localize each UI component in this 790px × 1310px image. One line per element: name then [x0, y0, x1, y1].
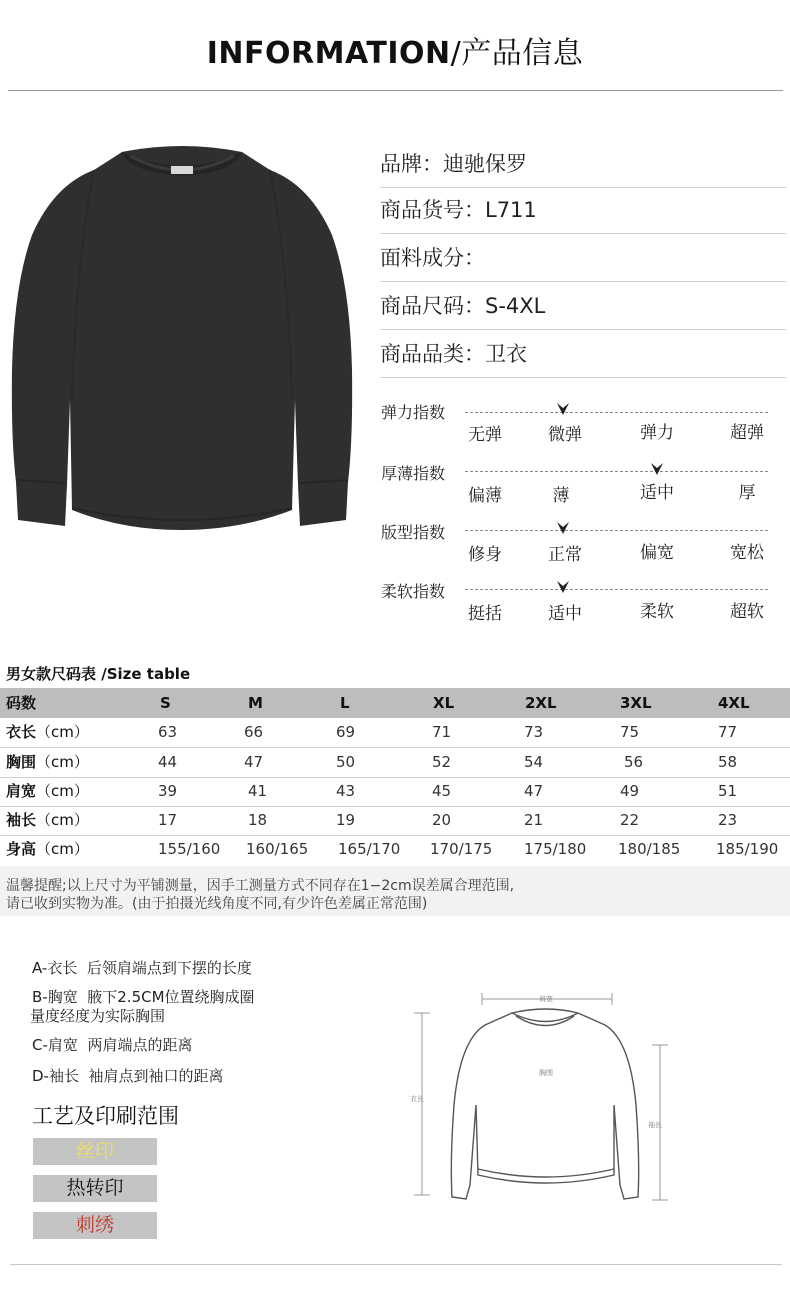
header-cell: L: [340, 694, 350, 712]
table-cell: 20: [432, 811, 452, 829]
row-unit: （cm）: [36, 782, 89, 800]
def-text: 袖肩点到袖口的距离: [88, 1067, 224, 1085]
index-option: 偏宽: [640, 543, 674, 563]
def-key: A-衣长: [32, 959, 78, 977]
row-unit: （cm）: [36, 811, 89, 829]
table-cell: 18: [248, 811, 268, 829]
table-cell: 21: [524, 811, 544, 829]
measurement-diagram: [400, 985, 680, 1225]
index-option: 柔软: [640, 602, 674, 622]
info-brand: 品牌：迪驰保罗: [380, 141, 786, 188]
table-cell: 71: [432, 723, 452, 741]
table-cell: 58: [718, 753, 738, 771]
header-cell: S: [160, 694, 171, 712]
craft-silkscreen: 丝印: [33, 1138, 157, 1165]
table-cell: 52: [432, 753, 452, 771]
diagram-label-shoulder: 肩宽: [539, 995, 553, 1003]
table-cell: 47: [244, 753, 264, 771]
def-key: B-胸宽: [32, 988, 78, 1006]
def-text: 腋下2.5CM位置绕胸成圈: [87, 988, 255, 1006]
table-cell: 19: [336, 811, 356, 829]
table-cell: 66: [244, 723, 264, 741]
table-row: [0, 748, 790, 778]
index-option: 薄: [552, 486, 570, 506]
def-text: 后领肩端点到下摆的长度: [86, 959, 252, 977]
header-cell: 3XL: [620, 694, 652, 712]
page-title: [0, 28, 790, 72]
header-divider: [8, 90, 783, 91]
table-cell: 185/190: [716, 840, 779, 858]
info-category: 商品品类：卫衣: [380, 331, 786, 378]
def-text: 两肩端点的距离: [87, 1036, 193, 1054]
header-cell: 4XL: [718, 694, 750, 712]
table-cell: 160/165: [246, 840, 309, 858]
table-cell: 75: [620, 723, 640, 741]
table-cell: 50: [336, 753, 356, 771]
table-row: [0, 835, 790, 864]
table-cell: 155/160: [158, 840, 221, 858]
row-unit: （cm）: [36, 840, 89, 858]
table-cell: 51: [718, 782, 738, 800]
selected-marker-icon: [556, 521, 570, 535]
selected-marker-icon: [556, 580, 570, 594]
table-cell: 39: [158, 782, 178, 800]
row-name: 衣长: [6, 723, 37, 741]
def-sleeve: [32, 1065, 224, 1086]
table-cell: 73: [524, 723, 544, 741]
row-name: 胸围: [6, 753, 37, 771]
row-unit: （cm）: [36, 723, 89, 741]
table-cell: 56: [624, 753, 644, 771]
craft-title: 工艺及印刷范围: [32, 1104, 179, 1128]
table-cell: 47: [524, 782, 544, 800]
table-cell: 44: [158, 753, 178, 771]
table-cell: 69: [336, 723, 356, 741]
def-key: D-袖长: [32, 1067, 79, 1085]
def-key: C-肩宽: [32, 1036, 78, 1054]
table-cell: 22: [620, 811, 640, 829]
index-scale-line: [465, 530, 768, 531]
table-cell: 54: [524, 753, 544, 771]
table-cell: 175/180: [524, 840, 587, 858]
def-shoulder: [32, 1034, 192, 1055]
size-note-line2: 请已收到实物为准。(由于拍摄光线角度不同,有少许色差属正常范围): [6, 896, 428, 912]
index-label-elasticity: 弹力指数: [381, 403, 446, 422]
index-scale-line: [465, 412, 768, 413]
info-size: 商品尺码：S-4XL: [380, 283, 786, 330]
size-note-line1: 温馨提醒;以上尺寸为平铺测量，因手工测量方式不同存在1−2cm误差属合理范围,: [6, 878, 515, 894]
row-unit: （cm）: [36, 753, 89, 771]
table-cell: 23: [718, 811, 738, 829]
table-cell: 49: [620, 782, 640, 800]
index-scale-line: [465, 471, 768, 472]
title-cn: /产品信息: [450, 36, 584, 71]
index-option: 宽松: [730, 543, 764, 563]
size-table-title: 男女款尺码表 /Size table: [6, 665, 191, 683]
index-option: 超弹: [730, 423, 764, 443]
diagram-label-sleeve: 袖长: [648, 1121, 662, 1129]
index-option: 超软: [730, 602, 764, 622]
index-option: 挺括: [468, 604, 502, 624]
index-option: 正常: [548, 545, 582, 565]
table-row: [0, 777, 790, 807]
index-option: 厚: [738, 483, 756, 503]
title-en: INFORMATION: [206, 36, 451, 71]
footer-divider: [10, 1264, 782, 1265]
product-image: [10, 140, 355, 532]
def-length: [32, 957, 252, 978]
table-cell: 41: [248, 782, 268, 800]
craft-embroidery: 刺绣: [33, 1212, 157, 1239]
table-cell: 45: [432, 782, 452, 800]
row-name: 肩宽: [6, 782, 37, 800]
row-name: 袖长: [6, 811, 37, 829]
index-option: 弹力: [640, 423, 674, 443]
table-cell: 17: [158, 811, 178, 829]
index-option: 适中: [548, 604, 582, 624]
index-label-softness: 柔软指数: [381, 582, 446, 601]
table-cell: 63: [158, 723, 178, 741]
selected-marker-icon: [650, 462, 664, 476]
header-cell: 码数: [6, 694, 37, 712]
table-cell: 170/175: [430, 840, 493, 858]
size-table-header: [0, 688, 790, 718]
table-row: [0, 806, 790, 836]
header-cell: M: [248, 694, 263, 712]
def-chest: [32, 986, 255, 1007]
table-cell: 165/170: [338, 840, 401, 858]
diagram-label-length: 衣长: [410, 1095, 424, 1103]
index-option: 无弹: [468, 425, 502, 445]
info-item-number: 商品货号：L711: [380, 187, 786, 234]
index-option: 适中: [640, 483, 674, 503]
table-cell: 43: [336, 782, 356, 800]
index-label-fit: 版型指数: [381, 523, 446, 542]
def-chest-cont: 量度经度为实际胸围: [30, 1007, 166, 1025]
table-row: [0, 718, 790, 748]
index-option: 偏薄: [468, 486, 502, 506]
index-label-thickness: 厚薄指数: [381, 464, 446, 483]
selected-marker-icon: [556, 402, 570, 416]
table-cell: 77: [718, 723, 738, 741]
index-option: 微弹: [548, 425, 582, 445]
craft-heat-transfer: 热转印: [33, 1175, 157, 1202]
index-scale-line: [465, 589, 768, 590]
diagram-label-chest: 胸围: [539, 1069, 553, 1077]
info-fabric: 面料成分：: [380, 235, 786, 282]
header-cell: 2XL: [525, 694, 557, 712]
header-cell: XL: [433, 694, 455, 712]
table-cell: 180/185: [618, 840, 681, 858]
row-name: 身高: [6, 840, 37, 858]
index-option: 修身: [468, 545, 502, 565]
